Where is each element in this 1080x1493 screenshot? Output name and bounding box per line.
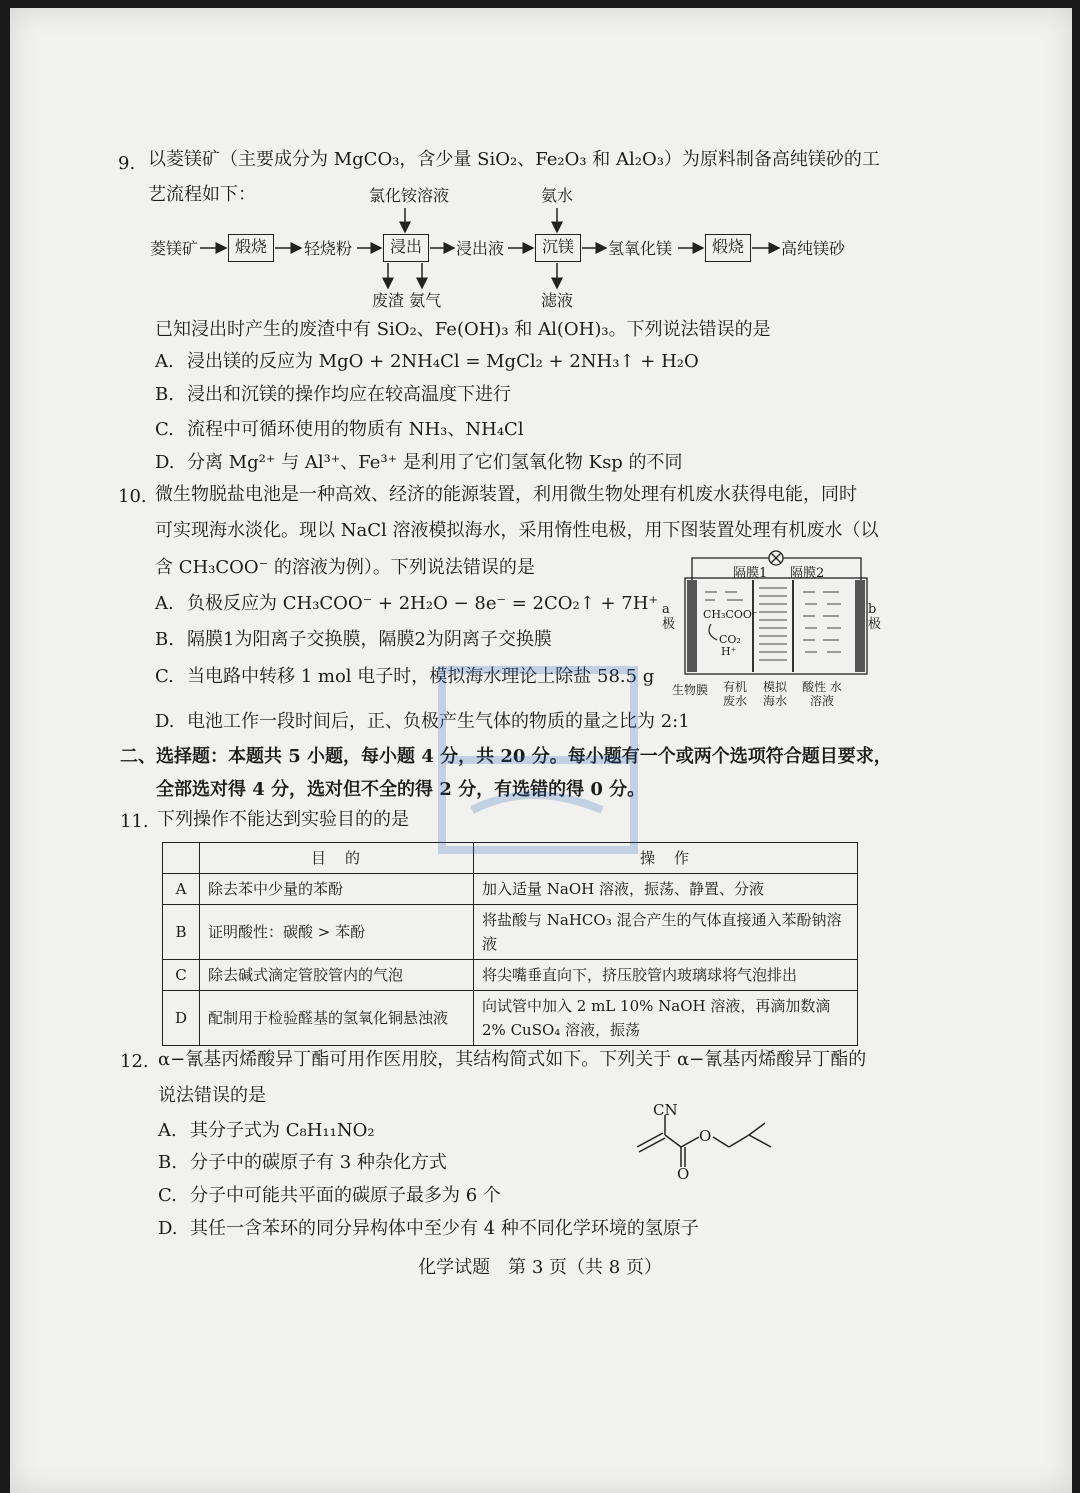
q12-stem-line2: 说法错误的是 bbox=[158, 1085, 266, 1106]
label-simulated-seawater: 模拟 海水 bbox=[762, 680, 787, 708]
section2-header-line1: 二、选择题：本题共 5 小题，每小题 4 分，共 20 分。每小题有一个或两个选项符合题目要求， bbox=[120, 746, 892, 767]
q12-option-b-key: B. bbox=[158, 1152, 177, 1173]
q9-known-condition: 已知浸出时产生的废渣中有 SiO₂、Fe(OH)₃ 和 Al(OH)₃。下列说法错误的是 bbox=[155, 319, 771, 340]
q10-stem-line3: 含 CH₃COO⁻ 的溶液为例）。下列说法错误的是 bbox=[155, 557, 535, 578]
page-footer: 化学试题 第 3 页（共 8 页） bbox=[418, 1257, 662, 1278]
flow-bottom-waste-ammonia: 废渣 氨气 bbox=[372, 291, 442, 310]
flow-light-burned-powder: 轻烧粉 bbox=[304, 239, 353, 258]
species-acetate: CH₃COO⁻ bbox=[703, 608, 758, 621]
table-row-aim: 除去碱式滴定管胶管内的气泡 bbox=[200, 960, 474, 991]
q10-option-c: 当电路中转移 1 mol 电子时，模拟海水理论上除盐 58.5 g bbox=[187, 666, 655, 687]
flow-bottom-filtrate: 滤液 bbox=[541, 291, 574, 310]
flow-end-high-purity-magnesia: 高纯镁砂 bbox=[781, 239, 846, 258]
q9-number: 9. bbox=[118, 153, 136, 174]
electrode-b-label: b 极 bbox=[868, 602, 882, 632]
section2-header-line2: 全部选对得 4 分，选对但不全的得 2 分，有选错的得 0 分。 bbox=[156, 779, 646, 800]
membrane-2-label: 隔膜2 bbox=[790, 566, 825, 581]
flow-top-ammonium-chloride: 氯化铵溶液 bbox=[369, 186, 450, 205]
flow-box-calcine-2: 煅烧 bbox=[705, 234, 751, 262]
q9-option-d: 分离 Mg²⁺ 与 Al³⁺、Fe³⁺ 是利用了它们氢氧化物 Ksp 的不同 bbox=[187, 452, 683, 473]
flow-box-precipitate-mg: 沉镁 bbox=[535, 234, 581, 262]
flow-box-leaching: 浸出 bbox=[383, 234, 429, 262]
q9-option-a: 浸出镁的反应为 MgO + 2NH₄Cl = MgCl₂ + 2NH₃↑ + H₂O bbox=[187, 351, 699, 372]
q9-option-c-key: C. bbox=[155, 419, 174, 440]
q12-option-a-key: A. bbox=[158, 1120, 177, 1141]
flow-start-magnesite: 菱镁矿 bbox=[150, 239, 199, 258]
q10-stem-line1: 微生物脱盐电池是一种高效、经济的能源装置，利用微生物处理有机废水获得电能，同时 bbox=[155, 484, 857, 505]
q9-stem-line2: 艺流程如下： bbox=[148, 184, 256, 205]
table-row-aim: 除去苯中少量的苯酚 bbox=[200, 874, 474, 905]
table-row bbox=[163, 905, 858, 960]
structure-carbonyl-oxygen: O bbox=[677, 1165, 690, 1183]
q10-option-c-key: C. bbox=[155, 666, 174, 687]
q12-option-d: 其任一含苯环的同分异构体中至少有 4 种不同化学环境的氢原子 bbox=[190, 1218, 699, 1239]
q12-option-b: 分子中的碳原子有 3 种杂化方式 bbox=[190, 1152, 447, 1173]
flow-arrows bbox=[0, 0, 1080, 330]
q9-stem-line1: 以菱镁矿（主要成分为 MgCO₃，含少量 SiO₂、Fe₂O₃ 和 Al₂O₃）为原料制备高纯镁砂的工 bbox=[148, 149, 880, 170]
label-biofilm: 生物膜 bbox=[672, 683, 709, 697]
q12-option-a: 其分子式为 C₈H₁₁NO₂ bbox=[190, 1120, 375, 1141]
q11-stem: 下列操作不能达到实验目的的是 bbox=[157, 809, 409, 830]
table-row-key: A bbox=[163, 874, 200, 905]
species-h-plus: H⁺ bbox=[721, 645, 737, 658]
species-co2: CO₂ bbox=[719, 633, 741, 646]
q10-option-a-key: A. bbox=[155, 593, 174, 614]
membrane-1-label: 隔膜1 bbox=[733, 566, 768, 581]
q10-number: 10. bbox=[118, 486, 147, 507]
flow-top-ammonia-water: 氨水 bbox=[541, 186, 574, 205]
q10-option-a: 负极反应为 CH₃COO⁻ + 2H₂O − 8e⁻ = 2CO₂↑ + 7H⁺ bbox=[187, 593, 658, 614]
electrode-a-label: a 极 bbox=[662, 602, 676, 632]
table-row-aim: 配制用于检验醛基的氢氧化铜悬浊液 bbox=[200, 991, 474, 1046]
flow-magnesium-hydroxide: 氢氧化镁 bbox=[608, 239, 673, 258]
table-header-aim: 目 的 bbox=[200, 843, 474, 874]
structure-cn-label: CN bbox=[653, 1101, 678, 1119]
q10-option-b-key: B. bbox=[155, 629, 174, 650]
table-row-key: B bbox=[163, 905, 200, 960]
flow-box-calcine-1: 煅烧 bbox=[228, 234, 274, 262]
table-row-aim: 证明酸性：碳酸 > 苯酚 bbox=[200, 905, 474, 960]
label-acidic-solution: 酸性 水溶液 bbox=[802, 680, 842, 708]
q11-operations-table bbox=[162, 842, 858, 1046]
table-row-operation: 将尖嘴垂直向下，挤压胶管内玻璃球将气泡排出 bbox=[474, 960, 858, 991]
q9-option-d-key: D. bbox=[155, 452, 175, 473]
flow-leachate: 浸出液 bbox=[456, 239, 505, 258]
q12-number: 12. bbox=[120, 1051, 149, 1072]
q10-option-b: 隔膜1为阳离子交换膜，隔膜2为阴离子交换膜 bbox=[187, 629, 552, 650]
q9-option-c: 流程中可循环使用的物质有 NH₃、NH₄Cl bbox=[187, 419, 524, 440]
table-row-operation: 将盐酸与 NaHCO₃ 混合产生的气体直接通入苯酚钠溶液 bbox=[474, 905, 858, 960]
table-row bbox=[163, 960, 858, 991]
table-row bbox=[163, 874, 858, 905]
table-row-key: D bbox=[163, 991, 200, 1046]
table-row-key: C bbox=[163, 960, 200, 991]
q9-option-a-key: A. bbox=[155, 351, 174, 372]
q10-option-d-key: D. bbox=[155, 711, 175, 732]
table-header-operation: 操 作 bbox=[474, 843, 858, 874]
q12-option-d-key: D. bbox=[158, 1218, 178, 1239]
q12-option-c: 分子中可能共平面的碳原子最多为 6 个 bbox=[190, 1185, 501, 1206]
table-header-row bbox=[163, 843, 858, 874]
q9-option-b-key: B. bbox=[155, 384, 174, 405]
q10-stem-line2: 可实现海水淡化。现以 NaCl 溶液模拟海水，采用惰性电极，用下图装置处理有机废水（以 bbox=[155, 520, 879, 541]
q12-option-c-key: C. bbox=[158, 1185, 177, 1206]
q10-option-d: 电池工作一段时间后，正、负极产生气体的物质的量之比为 2:1 bbox=[187, 711, 690, 732]
table-row-operation: 向试管中加入 2 mL 10% NaOH 溶液，再滴加数滴 2% CuSO₄ 溶液，振荡 bbox=[474, 991, 858, 1046]
q11-number: 11. bbox=[120, 811, 149, 832]
q12-stem-line1: α−氰基丙烯酸异丁酯可用作医用胶，其结构简式如下。下列关于 α−氰基丙烯酸异丁酯的 bbox=[158, 1049, 867, 1070]
structure-ester-oxygen: O bbox=[699, 1127, 712, 1145]
table-row bbox=[163, 991, 858, 1046]
q9-option-b: 浸出和沉镁的操作均应在较高温度下进行 bbox=[187, 384, 511, 405]
label-organic-wastewater: 有机 废水 bbox=[722, 680, 747, 708]
table-header-key bbox=[163, 843, 200, 874]
table-row-operation: 加入适量 NaOH 溶液，振荡、静置、分液 bbox=[474, 874, 858, 905]
